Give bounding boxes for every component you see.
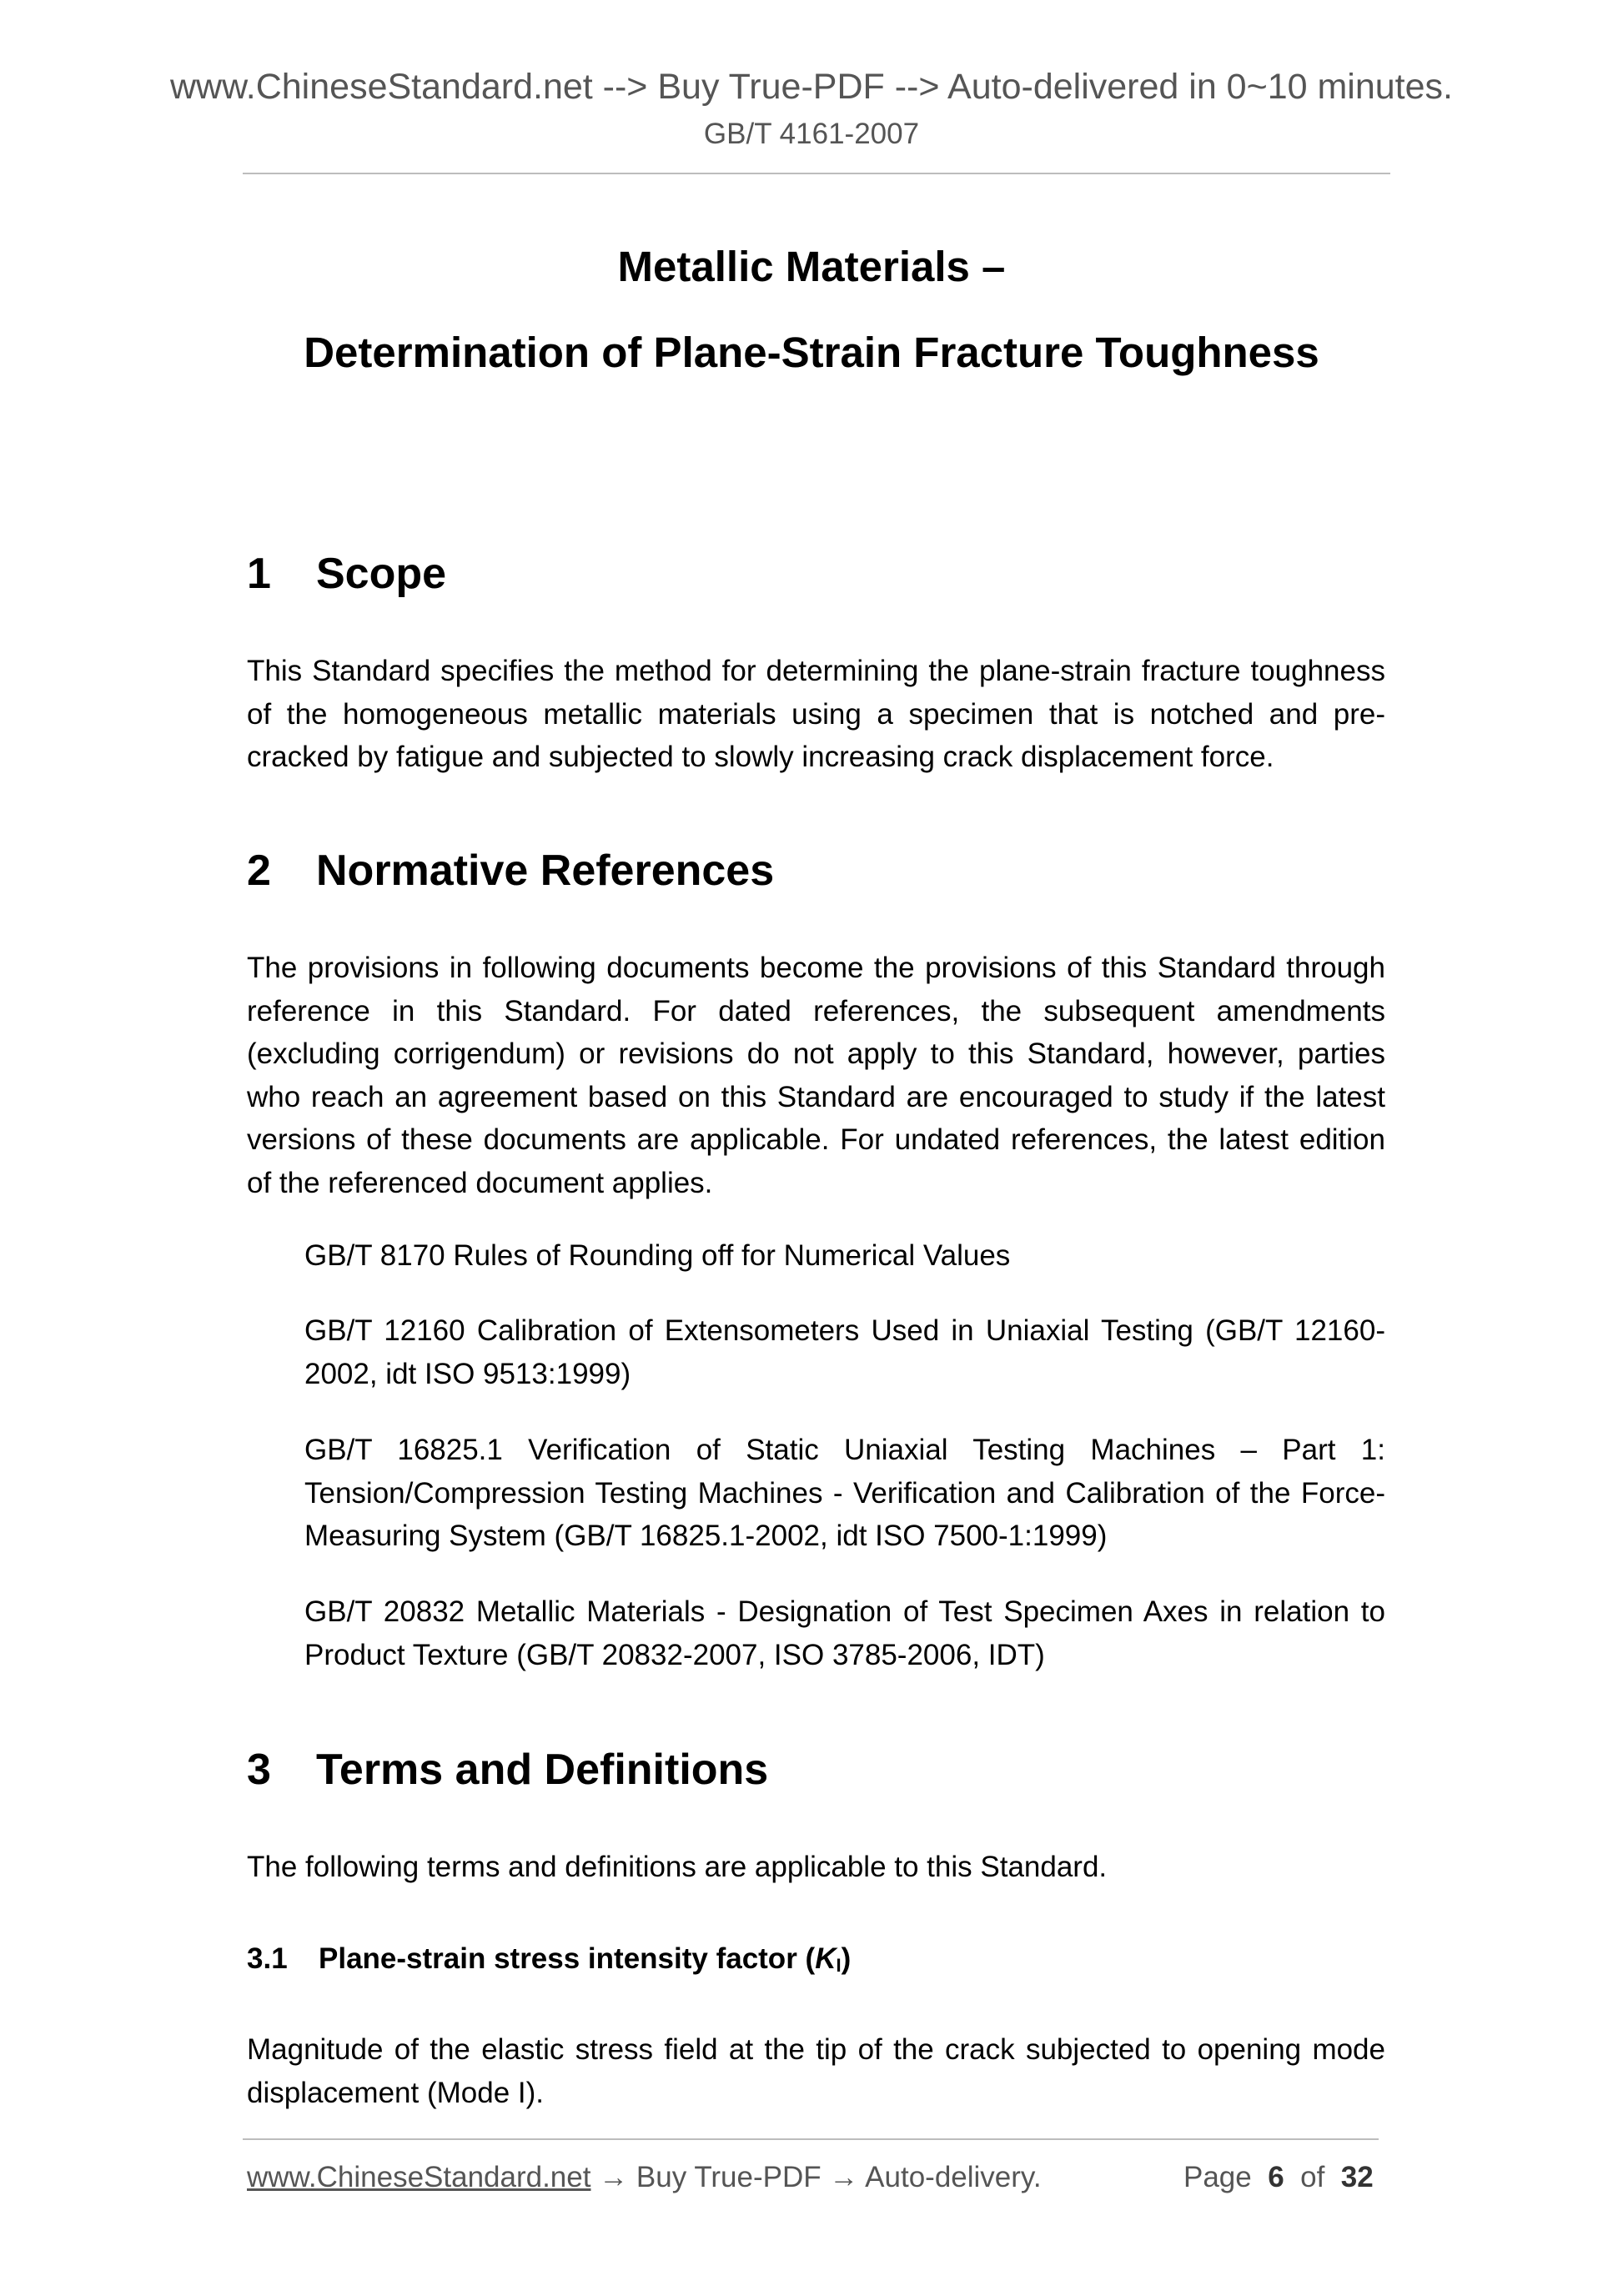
- normative-paragraph: The provisions in following documents become the provisions of this Standard through reference in this Standard. For dated references, the subsequent amendments (excluding corrigendum) or revisions do not apply to this Standard, however, parties who reach an agreement based on this Standard are encouraged to study if the latest versions of these documents are applicable. For undated references, the latest edition of the referenced document applies.: [247, 952, 1385, 1199]
- symbol-k: K: [815, 1942, 837, 1975]
- footer-divider: [243, 2138, 1379, 2140]
- page-indicator: [1183, 2159, 1374, 2196]
- section-title: Scope: [316, 550, 447, 598]
- section-title: Normative References: [316, 847, 775, 895]
- definition-paragraph: Magnitude of the elastic stress field at the tip of the crack subjected to opening mode displacement (Mode I).: [247, 2033, 1385, 2109]
- header-banner: www.ChineseStandard.net --> Buy True-PDF --> Auto-delivered in 0~10 minutes.: [169, 67, 1453, 107]
- subsection-title: Plane-strain stress intensity factor (: [319, 1942, 816, 1975]
- document-title-line1: Metallic Materials –: [617, 243, 1006, 290]
- subsection-title-closing: ): [841, 1942, 852, 1975]
- page-label: Page: [1183, 2161, 1252, 2193]
- footer-promo: [247, 2159, 1042, 2196]
- section-title: Terms and Definitions: [316, 1746, 769, 1794]
- page-of: of: [1300, 2161, 1325, 2193]
- subsection-number: 3.1: [247, 1942, 288, 1975]
- symbol-subscript: I: [836, 1955, 842, 1976]
- section-heading-normative-references: [247, 844, 774, 897]
- footer-link[interactable]: www.ChineseStandard.net: [247, 2161, 591, 2193]
- page-current: 6: [1268, 2161, 1284, 2193]
- section-heading-terms-definitions: [247, 1743, 768, 1796]
- page-total: 32: [1340, 2161, 1374, 2193]
- section-heading-scope: [247, 547, 446, 600]
- reference-item: GB/T 16825.1 Verification of Static Uniaxial Testing Machines – Part 1: Tension/Compression Testing Machines - Verification and Calibration of the Force-Measuring System (GB/T 16825.1-2002, idt ISO 7500-1:1999): [304, 1434, 1385, 1553]
- reference-item: GB/T 20832 Metallic Materials - Designation of Test Specimen Axes in relation to Product Texture (GB/T 20832-2007, ISO 3785-2006, IDT): [304, 1595, 1385, 1671]
- reference-item: GB/T 8170 Rules of Rounding off for Numerical Values: [304, 1239, 1011, 1272]
- section-number: 1: [247, 550, 271, 598]
- footer-promo-text: → Buy True-PDF → Auto-delivery.: [590, 2161, 1042, 2193]
- scope-paragraph: This Standard specifies the method for determining the plane-strain fracture toughness of the homogeneous metallic materials using a specimen that is notched and pre-cracked by fatigue and subjected to slowly increasing crack displacement force.: [247, 655, 1385, 774]
- document-title-line2: Determination of Plane-Strain Fracture Toughness: [304, 329, 1319, 376]
- terms-paragraph: The following terms and definitions are applicable to this Standard.: [247, 1851, 1108, 1883]
- header-divider: [243, 173, 1390, 174]
- subsection-heading-3-1: [247, 1941, 851, 1977]
- section-number: 3: [247, 1746, 271, 1794]
- reference-item: GB/T 12160 Calibration of Extensometers Used in Uniaxial Testing (GB/T 12160-2002, idt ISO 9513:1999): [304, 1314, 1385, 1390]
- standard-code: GB/T 4161-2007: [703, 118, 920, 150]
- section-number: 2: [247, 847, 271, 895]
